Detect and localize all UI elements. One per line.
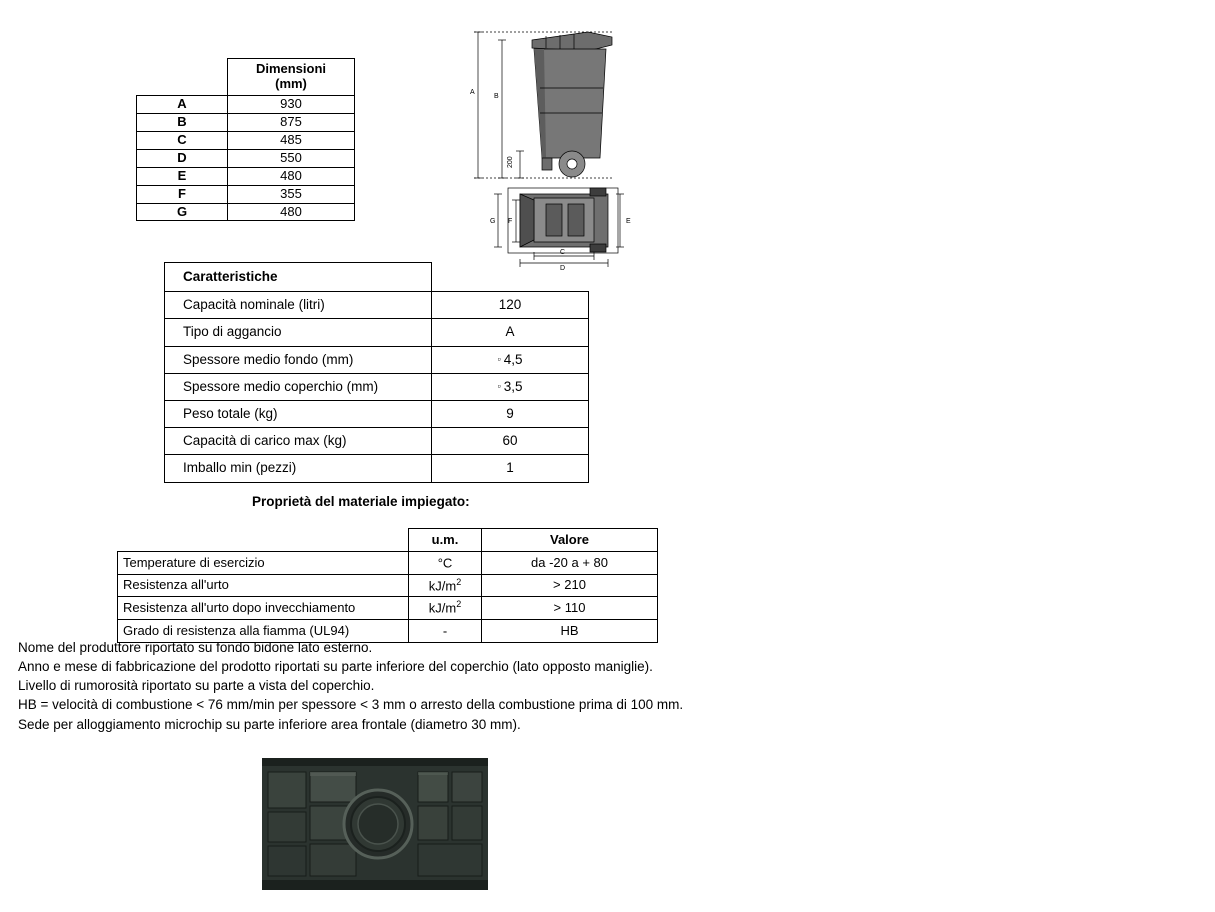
table-row — [165, 373, 589, 400]
material-corner-cell — [118, 529, 409, 552]
drawing-label-f: F — [508, 218, 513, 225]
table-row — [137, 185, 355, 203]
material-property-value: da -20 a + 80 — [482, 552, 658, 575]
note-line: HB = velocità di combustione < 76 mm/min per spessore < 3 mm o arresto della combustione prima di 100 mm. — [18, 697, 684, 713]
characteristics-header: Caratteristiche — [165, 263, 432, 292]
characteristic-value: 1 — [432, 455, 589, 482]
table-row — [165, 319, 589, 346]
characteristic-label: Imballo min (pezzi) — [165, 455, 432, 482]
table-row — [137, 131, 355, 149]
characteristic-label: Spessore medio fondo (mm) — [165, 346, 432, 373]
material-properties-table — [117, 528, 658, 643]
characteristics-header-blank — [432, 263, 589, 292]
characteristic-value: 3,5 — [503, 378, 523, 394]
note-line: Livello di rumorosità riportato su parte a vista del coperchio. — [18, 678, 375, 694]
dimension-value: 355 — [228, 185, 355, 203]
drawing-label-b: B — [494, 93, 499, 100]
characteristic-value: 9 — [432, 400, 589, 427]
table-row — [165, 292, 589, 319]
characteristic-value-cell — [432, 373, 589, 400]
material-property-name: Grado di resistenza alla fiamma (UL94) — [118, 619, 409, 642]
table-row — [165, 263, 589, 292]
material-header-um: u.m. — [409, 529, 482, 552]
material-property-value: > 110 — [482, 597, 658, 620]
material-property-name: Resistenza all'urto — [118, 574, 409, 597]
table-row — [165, 400, 589, 427]
dimension-label: A — [137, 95, 228, 113]
characteristics-table — [164, 262, 589, 483]
table-row — [165, 346, 589, 373]
drawing-label-a: A — [470, 89, 475, 96]
dimension-label: B — [137, 113, 228, 131]
dimension-value: 480 — [228, 203, 355, 221]
material-um-text: kJ/m — [428, 600, 457, 616]
characteristic-label: Peso totale (kg) — [165, 400, 432, 427]
drawing-label-d: D — [560, 265, 566, 272]
table-row — [165, 428, 589, 455]
characteristic-value: 120 — [432, 292, 589, 319]
material-property-value: HB — [482, 619, 658, 642]
dimension-label: G — [137, 203, 228, 221]
note-line: Anno e mese di fabbricazione del prodotto riportati su parte inferiore del coperchio (lato opposto maniglie). — [18, 659, 653, 675]
table-row — [137, 203, 355, 221]
material-property-um — [409, 597, 482, 620]
dimension-label: F — [137, 185, 228, 203]
table-row — [137, 59, 355, 96]
drawing-label-g: G — [490, 218, 496, 225]
table-row — [118, 597, 658, 620]
dimensions-header-cell — [228, 59, 355, 96]
material-um-text: - — [442, 623, 448, 639]
drawing-label-c: C — [560, 249, 566, 256]
note-line: Sede per alloggiamento microchip su parte inferiore area frontale (diametro 30 mm). — [18, 716, 521, 732]
table-row — [118, 574, 658, 597]
note-line: Nome del produttore riportato su fondo bidone lato esterno. — [18, 640, 373, 655]
drawing-label-e: E — [626, 218, 631, 225]
dimensions-corner-cell — [137, 59, 228, 96]
drawing-label-200: 200 — [507, 156, 514, 168]
dimensions-header-line1: Dimensioni — [255, 61, 327, 76]
characteristic-label: Tipo di aggancio — [165, 319, 432, 346]
material-property-name: Resistenza all'urto dopo invecchiamento — [118, 597, 409, 620]
material-um-exponent: 2 — [456, 599, 462, 610]
notes-block — [18, 638, 718, 734]
bin-technical-drawing — [460, 18, 645, 272]
characteristic-label: Capacità nominale (litri) — [165, 292, 432, 319]
characteristic-label: Spessore medio coperchio (mm) — [165, 373, 432, 400]
material-property-value: > 210 — [482, 574, 658, 597]
table-row — [137, 113, 355, 131]
characteristic-value: 4,5 — [503, 351, 523, 367]
square-marker-icon: ▫ — [497, 380, 501, 391]
dimension-value: 875 — [228, 113, 355, 131]
material-property-name: Temperature di esercizio — [118, 552, 409, 575]
bin-underside-photo-svg — [262, 758, 488, 890]
material-um-text: °C — [437, 555, 453, 571]
table-row — [118, 529, 658, 552]
square-marker-icon: ▫ — [497, 353, 501, 364]
dimension-value: 930 — [228, 95, 355, 113]
material-property-um — [409, 552, 482, 575]
dimension-label: D — [137, 149, 228, 167]
material-property-um — [409, 574, 482, 597]
material-um-exponent: 2 — [456, 576, 462, 587]
table-row — [137, 149, 355, 167]
table-row — [137, 167, 355, 185]
dimension-label: E — [137, 167, 228, 185]
dimension-value: 550 — [228, 149, 355, 167]
dimensions-table — [136, 58, 355, 221]
characteristic-label: Capacità di carico max (kg) — [165, 428, 432, 455]
dimension-label: C — [137, 131, 228, 149]
material-um-text: kJ/m — [428, 578, 457, 594]
table-row — [137, 95, 355, 113]
table-row — [165, 455, 589, 482]
dimension-value: 485 — [228, 131, 355, 149]
table-row — [118, 552, 658, 575]
material-properties-title: Proprietà del materiale impiegato: — [252, 494, 470, 509]
bin-underside-photo — [262, 758, 488, 890]
dimensions-header-line2: (mm) — [275, 75, 307, 91]
material-header-valore: Valore — [482, 529, 658, 552]
characteristic-value: 60 — [432, 428, 589, 455]
characteristic-value-cell — [432, 346, 589, 373]
dimension-value: 480 — [228, 167, 355, 185]
bin-drawing-svg — [460, 18, 645, 272]
characteristic-value: A — [432, 319, 589, 346]
